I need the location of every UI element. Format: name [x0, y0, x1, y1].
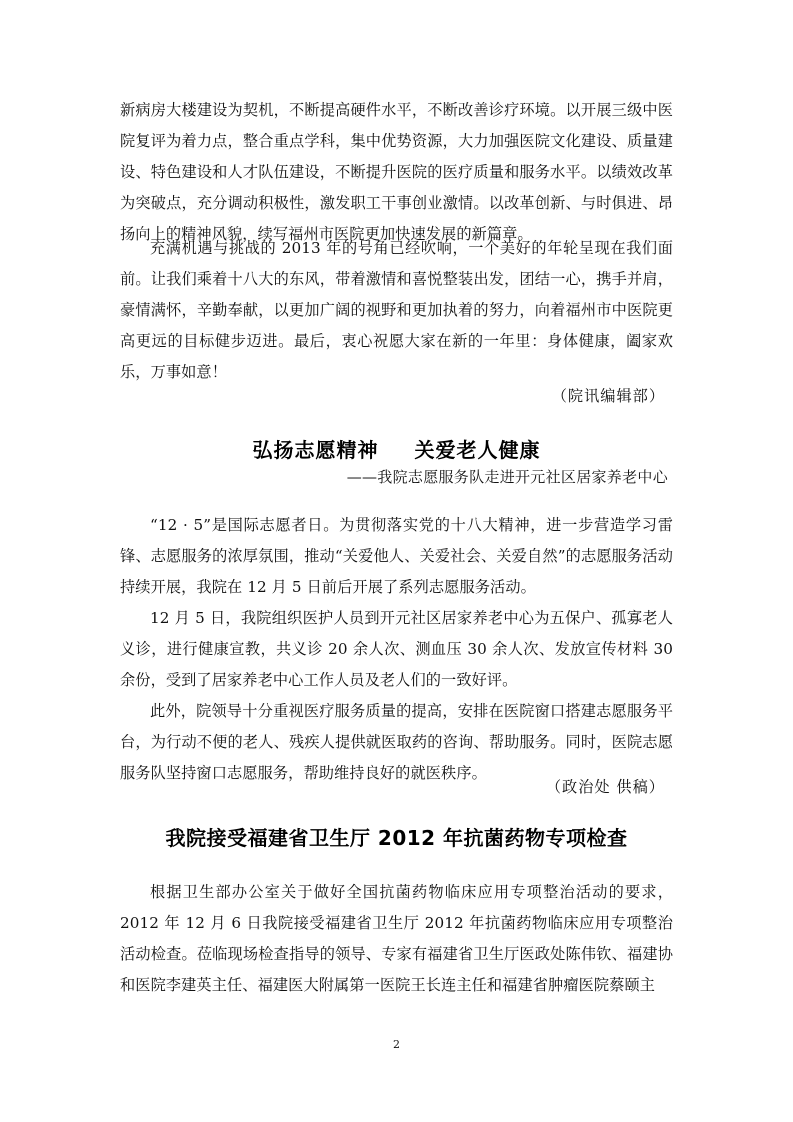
page-number: 2 [393, 1038, 400, 1051]
article2-paragraph-3: 此外，院领导十分重视医疗服务质量的提高，安排在医院窗口搭建志愿服务平台，为行动不便的老人、残疾人提供就医取药的咨询、帮助服务。同时，医院志愿服务队坚持窗口志愿服务，帮助维持良好的就医秩序。 [120, 702, 673, 782]
article2-subtitle: ——我院志愿服务队走进开元社区居家养老中心 [346, 468, 668, 486]
article2-title-part2: 关爱老人健康 [414, 438, 541, 462]
article2-paragraph-1: “12 · 5”是国际志愿者日。为贯彻落实党的十八大精神，进一步营造学习雷锋、志愿服务的浓厚氛围，推动“关爱他人、关爱社会、关爱自然”的志愿服务活动持续开展，我院在 12 月 5 日前后开展了系列志愿服务活动。 [120, 516, 673, 596]
article3-paragraph-1: 根据卫生部办公室关于做好全国抗菌药物临床应用专项整治活动的要求，2012 年 12 月 6 日我院接受福建省卫生厅 2012 年抗菌药物临床应用专项整治活动检查。莅临现场检查指导的领导、专家有福建省卫生厅医政处陈伟钦、福建协和医院李建英主任、福建医大附属第一医院王长连主任和福建省肿瘤医院蔡颐主 [120, 883, 673, 994]
article2-paragraph-2: 12 月 5 日，我院组织医护人员到开元社区居家养老中心为五保户、孤寡老人义诊，进行健康宣教，共义诊 20 余人次、测血压 30 余人次、发放宣传材料 30 余份，受到了居家养老中心工作人员及老人们的一致好评。 [120, 609, 673, 689]
article2-title-part1: 弘扬志愿精神 [252, 438, 379, 462]
article1-source: （院讯编辑部） [551, 387, 665, 405]
article3-title: 我院接受福建省卫生厅 2012 年抗菌药物专项检查 [165, 826, 628, 850]
article1-paragraph-continued: 新病房大楼建设为契机，不断提高硬件水平，不断改善诊疗环境。以开展三级中医院复评为着力点，整合重点学科，集中优势资源，大力加强医院文化建设、质量建设、特色建设和人才队伍建设，不断提升医院的医疗质量和服务水平。以绩效改革为突破点，充分调动积极性，激发职工干事创业激情。以改革创新、与时俱进、昂扬向上的精神风貌，续写福州市医院更加快速发展的新篇章。 [120, 101, 673, 243]
article1-paragraph-2: 充满机遇与挑战的 2013 年的号角已经吹响，一个美好的年轮呈现在我们面前。让我们乘着十八大的东风，带着激情和喜悦整装出发，团结一心，携手并肩，豪情满怀，辛勤奉献，以更加广阔的视野和更加执着的努力，向着福州市中医院更高更远的目标健步迈进。最后，衷心祝愿大家在新的一年里：身体健康，阖家欢乐，万事如意！ [120, 239, 673, 381]
article2-title [0, 434, 793, 463]
article2-source: （政治处 供稿） [545, 778, 665, 796]
